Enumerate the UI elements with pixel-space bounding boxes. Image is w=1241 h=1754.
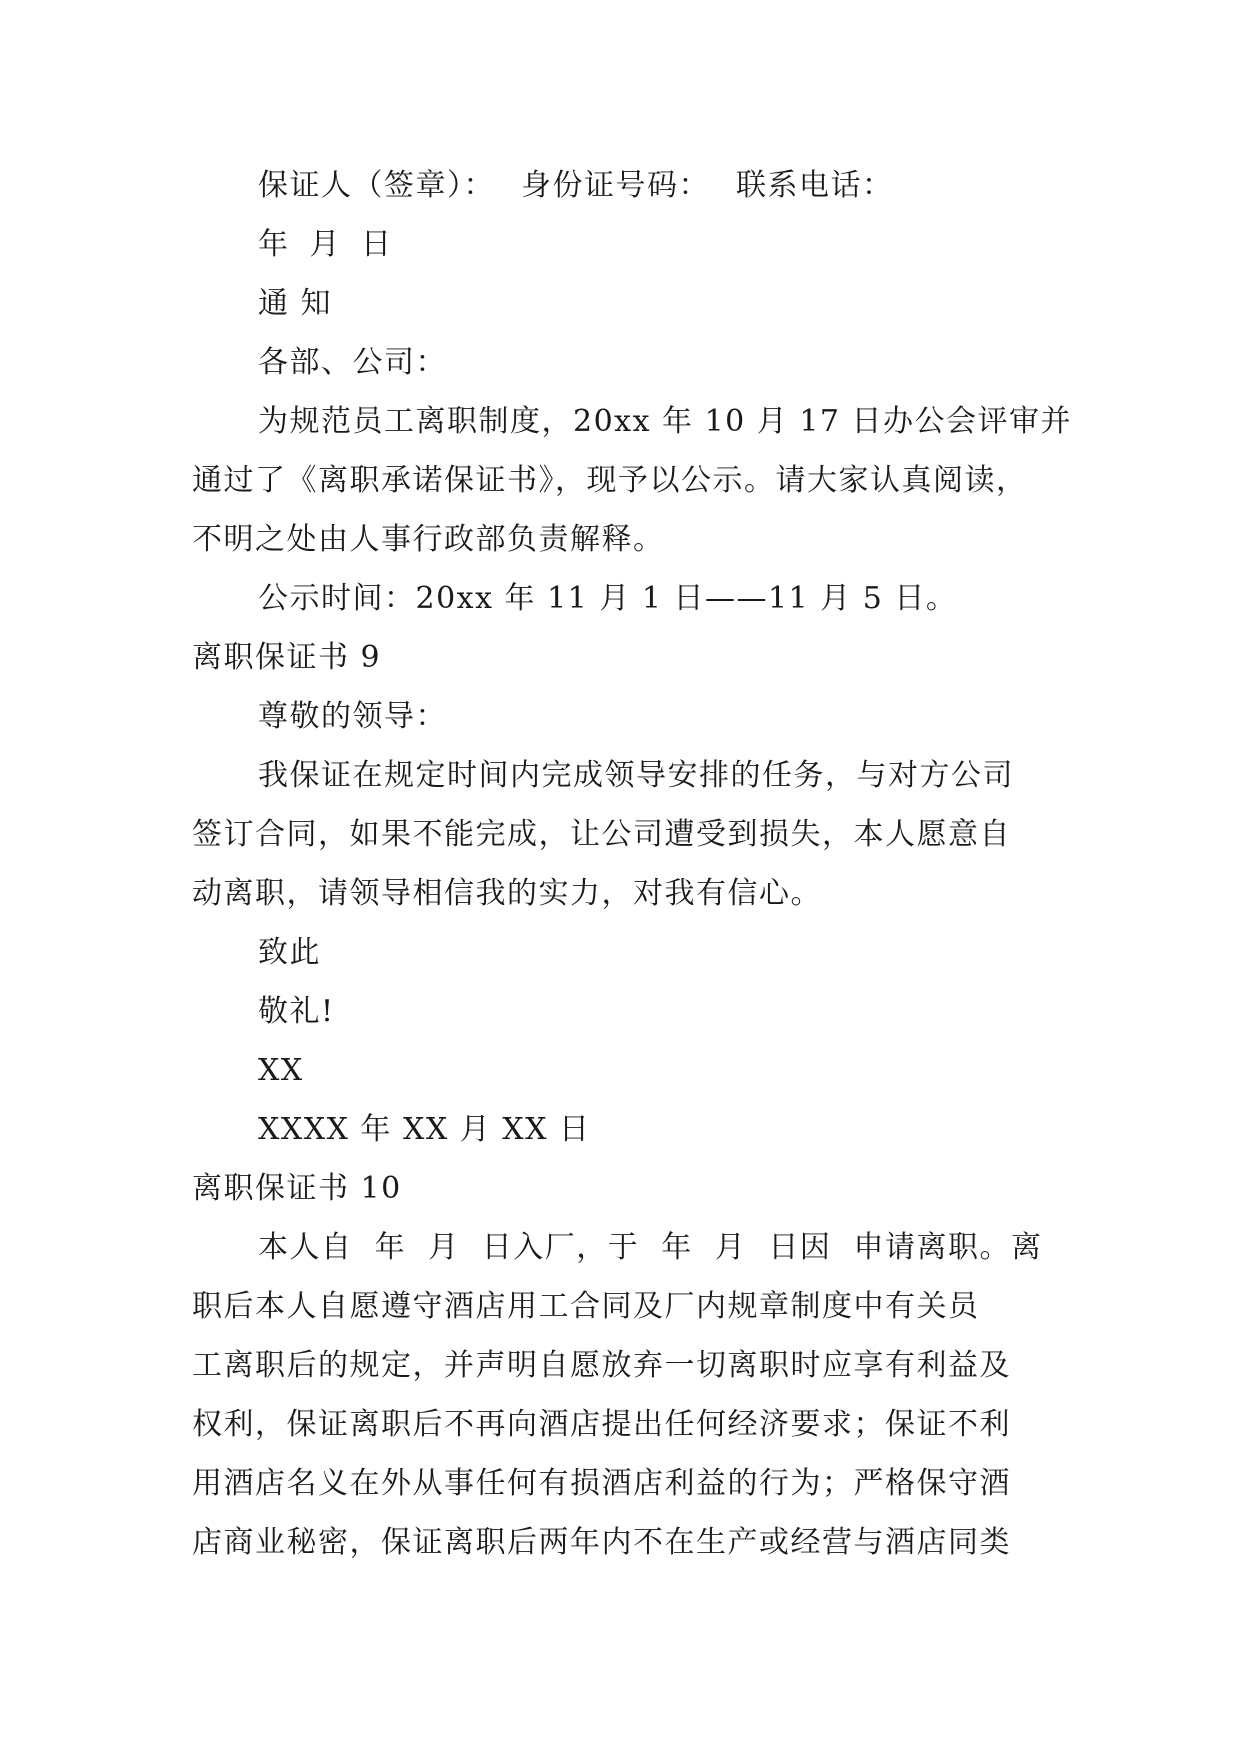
notice-body-line: 通过了《离职承诺保证书》，现予以公示。请大家认真阅读，	[192, 463, 1028, 498]
section9-closing-2: 敬礼!	[258, 994, 335, 1029]
date-placeholder-row	[192, 215, 1062, 274]
guarantor-id-label: 身份证号码：	[521, 168, 710, 203]
section9-body-line: 动离职，请领导相信我的实力，对我有信心。	[192, 876, 822, 911]
section9-salutation: 尊敬的领导：	[258, 699, 447, 734]
section-heading-10: 离职保证书 10	[192, 1171, 402, 1206]
section10-body-line: 用酒店名义在外从事任何有损酒店利益的行为；严格保守酒	[192, 1466, 1011, 1501]
section9-body-line: 我保证在规定时间内完成领导安排的任务，与对方公司	[258, 758, 1014, 793]
document-body	[192, 156, 1073, 1572]
date-month: 月	[309, 227, 341, 262]
guarantor-signature-label: 保证人（签章）：	[258, 168, 495, 203]
section10-body-line: 权利，保证离职后不再向酒店提出任何经济要求；保证不利	[192, 1407, 1011, 1442]
guarantor-phone-label: 联系电话：	[736, 168, 894, 203]
section10-body-line: 工离职后的规定，并声明自愿放弃一切离职时应享有利益及	[192, 1348, 1011, 1383]
section10-body-line: 店商业秘密，保证离职后两年内不在生产或经营与酒店同类	[192, 1525, 1011, 1560]
notice-body-line: 不明之处由人事行政部负责解释。	[192, 522, 665, 557]
guarantor-signature-row	[192, 156, 1062, 215]
section9-body-line: 签订合同，如果不能完成，让公司遭受到损失，本人愿意自	[192, 817, 1011, 852]
section9-signer: XX	[258, 1053, 304, 1088]
notice-title: 通 知	[258, 286, 333, 321]
section10-body-line: 本人自 年 月 日入厂，于 年 月 日因 申请离职。离	[258, 1230, 1043, 1265]
notice-salutation: 各部、公司：	[258, 345, 447, 380]
notice-body-line: 为规范员工离职制度，20xx 年 10 月 17 日办公会评审并	[258, 404, 1073, 439]
date-year: 年	[258, 227, 290, 262]
date-day: 日	[361, 227, 393, 262]
section9-date: XXXX 年 XX 月 XX 日	[258, 1112, 591, 1147]
section10-body-line: 职后本人自愿遵守酒店用工合同及厂内规章制度中有关员	[192, 1289, 980, 1324]
section-heading-9: 离职保证书 9	[192, 640, 382, 675]
notice-period: 公示时间：20xx 年 11 月 1 日——11 月 5 日。	[258, 581, 958, 616]
section9-closing-1: 致此	[258, 935, 321, 970]
